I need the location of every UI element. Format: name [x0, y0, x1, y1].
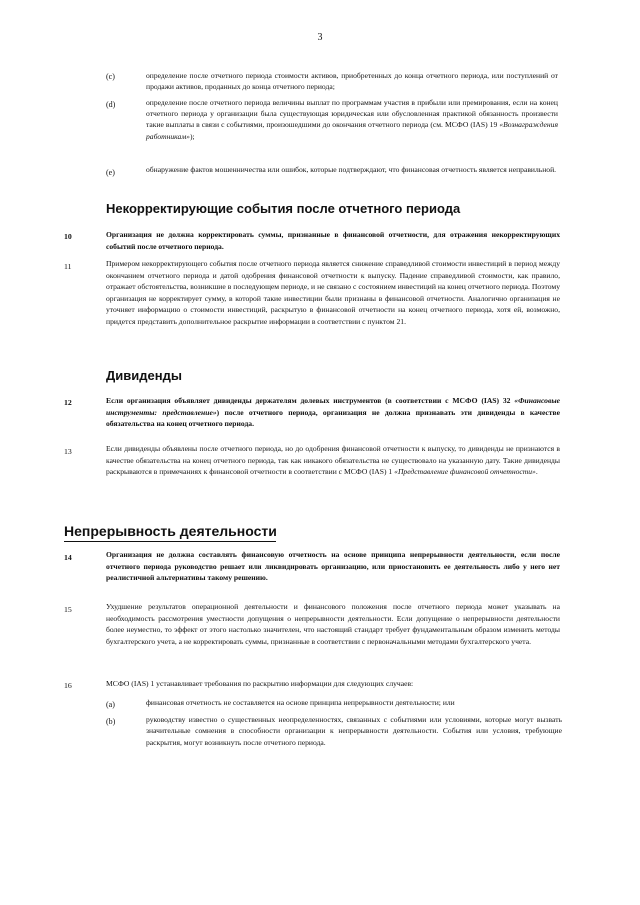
paragraph-text: Организация не должна корректировать суммы, признанные в финансовой отчетности, для отражения некорректирующих событий после отчетного периода. [106, 230, 560, 251]
page-number: 3 [317, 32, 323, 43]
paragraph-number: 15 [64, 605, 72, 614]
paragraph-number: 13 [64, 447, 72, 456]
paragraph-number: 14 [64, 553, 72, 562]
section-heading: Непрерывность деятельности [64, 523, 277, 539]
paragraph-text: Примером некорректирующего события после отчетного периода является снижение справедливой стоимости инвестиций в период между окончанием отчетного периода и датой одобрения финансовой отчетности к выпуску. Падение справедливой стоимости, как правило, отражает обстоятельства, возникшие в последующем периоде, и не связано с состоянием инвестиций на конец отчетного периода. Поэтому организация не корректирует сумму, в которой такие инвестиции были признаны в финансовой отчетности. Аналогично организация не уточняет информацию о стоимости инвестиций, раскрытую в финансовой отчетности на конец отчетного периода, хотя ей, возможно, придется представить дополнительное раскрытие информации в соответствии с пунктом 21. [106, 259, 560, 326]
paragraph-number: 10 [64, 232, 72, 241]
item-label: (c) [106, 72, 115, 81]
paragraph-text: Если дивиденды объявлены после отчетного периода, но до одобрения финансовой отчетности к выпуску, то дивиденды не признаются в качестве обязательства на конец отчетного периода, так как никакого обязательства не существовало на указанную дату. Такие дивиденды раскрываются в примечаниях к финансовой отчетности в соответствии с МСФО (IAS) 1 «Представление финансовой отчетности». [106, 444, 560, 477]
item-label: (a) [106, 700, 115, 709]
paragraph-number: 12 [64, 398, 72, 407]
paragraph-text: МСФО (IAS) 1 устанавливает требования по раскрытию информации для следующих случаев: [106, 679, 414, 688]
section-heading: Дивиденды [106, 368, 182, 383]
item-text: определение после отчетного периода величины выплат по программам участия в прибыли или премирования, если на конец отчетного периода у организации была существующая юридическая или обусловленная практикой обязанность произвести такие выплаты в связи с событиями, произошедшими до окончания отчетного периода (см. МСФО (IAS) 19 «Вознаграждения работникам»); [146, 98, 558, 141]
item-text: руководству известно о существенных неопределенностях, связанных с событиями или условиями, которые могут вызвать значительные сомнения в способности организации к непрерывности деятельности. События или условия, требующие раскрытия, могут возникнуть после отчетного периода. [146, 715, 562, 747]
item-text: определение после отчетного периода стоимости активов, приобретенных до конца отчетного периода, или поступлений от продажи активов, проданных до конца отчетного периода; [146, 71, 558, 92]
heading-underline [64, 541, 276, 542]
item-label: (d) [106, 100, 116, 109]
paragraph-text: Организация не должна составлять финансовую отчетность на основе принципа непрерывности деятельности, если после отчетного периода руководство решает или ликвидировать организацию, или приостановить ее деятельность либо у него нет реалистичной альтернативы такому решению. [106, 550, 560, 583]
paragraph-number: 11 [64, 262, 72, 271]
paragraph-number: 16 [64, 681, 72, 690]
item-text: финансовая отчетность не составляется на основе принципа непрерывности деятельности; или [146, 698, 455, 707]
item-text: обнаружение фактов мошенничества или ошибок, которые подтверждают, что финансовая отчетность является неправильной. [146, 165, 557, 174]
item-label: (b) [106, 717, 116, 726]
section-heading: Некорректирующие события после отчетного периода [106, 201, 461, 216]
item-label: (e) [106, 168, 115, 177]
paragraph-text: Если организация объявляет дивиденды держателям долевых инструментов (в соответствии с МСФО (IAS) 32 «Финансовые инструменты: представление») после отчетного периода, организация не должна признавать эти дивиденды в качестве обязательства на конец отчетного периода. [106, 396, 560, 429]
paragraph-text: Ухудшение результатов операционной деятельности и финансового положения после отчетного периода может указывать на необходимость рассмотрения уместности допущения о непрерывности деятельности. Если допущение о непрерывности деятельности более неуместно, то эффект от этого настолько значителен, что настоящий стандарт требует фундаментальным образом изменить методы бухгалтерского учета, а не корректировать суммы, признанные в соответствии с первоначальными методами бухгалтерского учета. [106, 602, 560, 646]
